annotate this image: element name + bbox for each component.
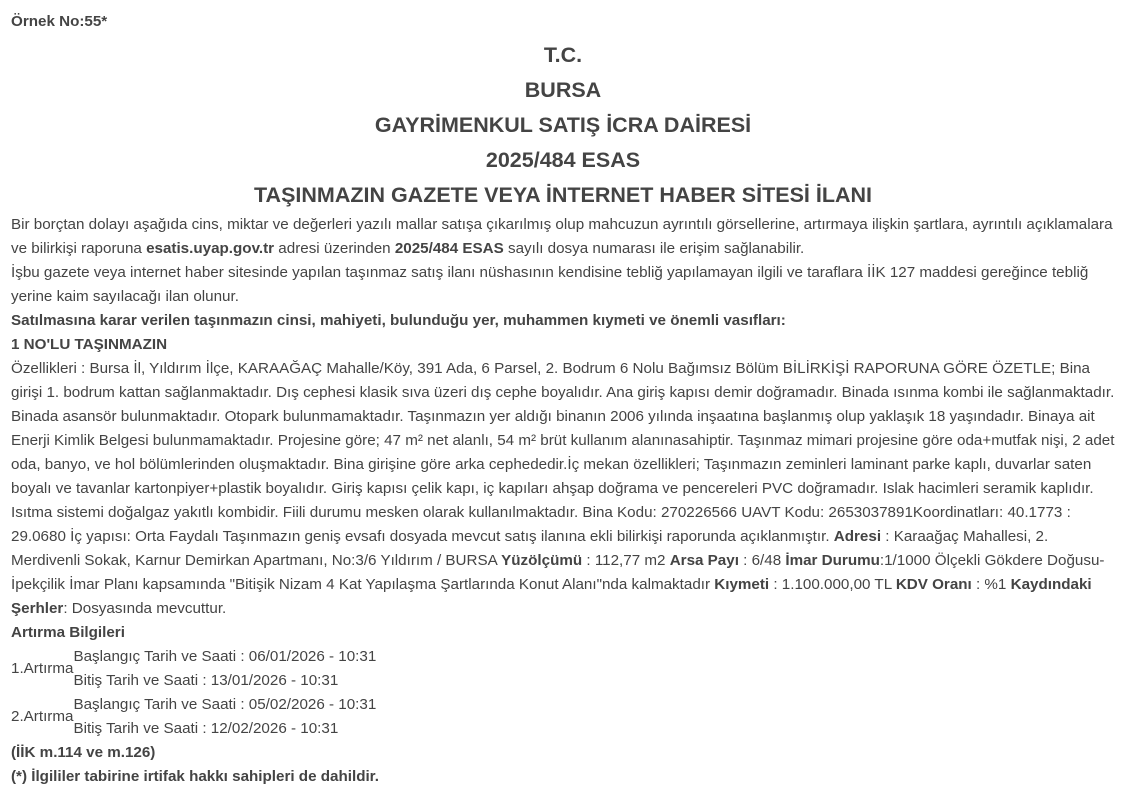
notice-paragraph: İşbu gazete veya internet haber sitesinde yapılan taşınmaz satış ilanı nüshasının kendisine tebliğ yapılamayan ilgili ve taraflara İİK 127 maddesi gereğince tebliğ yerine kaim sayılacağı ilan olunur. bbox=[11, 264, 1089, 305]
value-value: : 1.100.000,00 TL bbox=[769, 576, 896, 593]
share-label: Arsa Payı bbox=[669, 552, 739, 569]
auctions-table bbox=[11, 645, 376, 741]
header-line-state: T.C. bbox=[543, 43, 583, 67]
zoning-value: :1/1000 Ölçekli Gökdere Doğusu- İpekçilik İmar Planı kapsamında "Bitişik Nizam 4 Kat Yapılaşma Şartlarında Konut Alanı"nda kalmaktadır bbox=[11, 552, 1105, 593]
auction-label: 1.Artırma bbox=[11, 660, 74, 677]
header-line-office: GAYRİMENKUL SATIŞ İCRA DAİRESİ bbox=[374, 113, 752, 137]
area-value: : 112,77 m2 bbox=[582, 552, 670, 569]
intro-text-3: sayılı dosya numarası ile erişim sağlanabilir. bbox=[503, 240, 805, 257]
auction-label: 2.Artırma bbox=[11, 708, 74, 725]
law-reference: (İİK m.114 ve m.126) bbox=[11, 744, 156, 761]
auctions-title: Artırma Bilgileri bbox=[11, 624, 125, 641]
auction-row bbox=[11, 645, 376, 669]
example-number: Örnek No:55* bbox=[11, 13, 108, 30]
area-label: Yüzölçümü bbox=[501, 552, 583, 569]
header-line-city: BURSA bbox=[524, 78, 602, 102]
records-label: Kaydındaki Şerhler bbox=[11, 576, 1092, 617]
auction-start: Başlangıç Tarih ve Saati : 05/02/2026 - 10:31 bbox=[73, 696, 377, 713]
zoning-label: İmar Durumu bbox=[785, 552, 880, 569]
header-line-title: TAŞINMAZIN GAZETE VEYA İNTERNET HABER SİTESİ İLANI bbox=[254, 183, 872, 207]
file-number: 2025/484 ESAS bbox=[394, 240, 504, 257]
site-address: esatis.uyap.gov.tr bbox=[146, 240, 275, 257]
auction-start: Başlangıç Tarih ve Saati : 06/01/2026 - 10:31 bbox=[73, 648, 377, 665]
share-value: : 6/48 bbox=[738, 552, 786, 569]
address-value: : Karaağaç Mahallesi, 2. Merdivenli Sokak, Karnur Demirkan Apartmanı, No:3/6 Yıldırım / BURSA bbox=[11, 528, 1049, 569]
property-section-title: Satılmasına karar verilen taşınmazın cinsi, mahiyeti, bulunduğu yer, muhammen kıymeti ve önemli vasıfları: bbox=[11, 312, 786, 329]
records-value: : Dosyasında mevcuttur. bbox=[63, 600, 227, 617]
auction-row bbox=[11, 693, 376, 717]
auction-end: Bitiş Tarih ve Saati : 12/02/2026 - 10:31 bbox=[73, 720, 339, 737]
intro-text-1: Bir borçtan dolayı aşağıda cins, miktar ve değerleri yazılı mallar satışa çıkarılmış olup mahcuzun ayrıntılı görsellerine, artırmaya ilişkin şartlara, ayrıntılı açıklamalara ve bilirkişi raporuna bbox=[11, 216, 1113, 257]
header-line-file: 2025/484 ESAS bbox=[485, 148, 641, 172]
footnote: (*) İlgililer tabirine irtifak hakkı sahipleri de dahildir. bbox=[11, 768, 379, 785]
address-label: Adresi bbox=[833, 528, 882, 545]
property-features: Özellikleri : Bursa İl, Yıldırım İlçe, KARAAĞAÇ Mahalle/Köy, 391 Ada, 6 Parsel, 2. Bodrum 6 Nolu Bağımsız Bölüm BİLİRKİŞİ RAPORUNA GÖRE ÖZETLE; Bina girişi 1. bodrum kattan sağlanmaktadır. Dış cephesi klasik sıva üzeri dış cephe boyalıdır. Ana giriş kapısı demir doğramadır. Binada ısınma kombi ile sağlanmaktadır. Binada asansör bulunmaktadır. Otopark bulunmamaktadır. Taşınmazın yer aldığı binanın 2006 yılında inşaatına başlanmış olup yaklaşık 18 yaşındadır. Binaya ait Enerji Kimlik Belgesi bulunmamaktadır. Projesine göre; 47 m² net alanlı, 54 m² brüt kullanım alanınasahiptir. Taşınmaz mimari projesine göre oda+mutfak nişi, 2 adet oda, banyo, ve hol bölümlerinden oluşmaktadır. Bina girişine göre arka cephededir.İç mekan özellikleri; Taşınmazın zeminleri laminant parke kaplı, duvarlar saten boyalı ve tavanlar kartonpiyer+plastik boyalıdır. Giriş kapısı çelik kapı, iç kapıları ahşap doğrama ve pencereleri PVC doğramadır. Islak hacimleri seramik kaplıdır. Isıtma sistemi doğalgaz yakıtlı kombidir. Fiili durumu mesken olarak kullanılmaktadır. Bina Kodu: 270226566 UAVT Kodu: 2653037891Koordinatları: 40.1773 : 29.0680 İç yapısı: Orta Faydalı Taşınmazın geniş evsafı dosyada mevcut satış ilanına ekli bilirkişi raporunda açıklanmıştır. bbox=[11, 360, 1115, 545]
property-title: 1 NO'LU TAŞINMAZIN bbox=[11, 336, 168, 353]
announcement-header bbox=[11, 38, 1115, 213]
auction-end: Bitiş Tarih ve Saati : 13/01/2026 - 10:31 bbox=[73, 672, 339, 689]
intro-paragraph bbox=[11, 213, 1115, 261]
vat-value: : %1 bbox=[971, 576, 1011, 593]
property-details bbox=[11, 357, 1115, 621]
intro-text-2: adresi üzerinden bbox=[274, 240, 395, 257]
vat-label: KDV Oranı bbox=[895, 576, 972, 593]
value-label: Kıymeti bbox=[714, 576, 770, 593]
